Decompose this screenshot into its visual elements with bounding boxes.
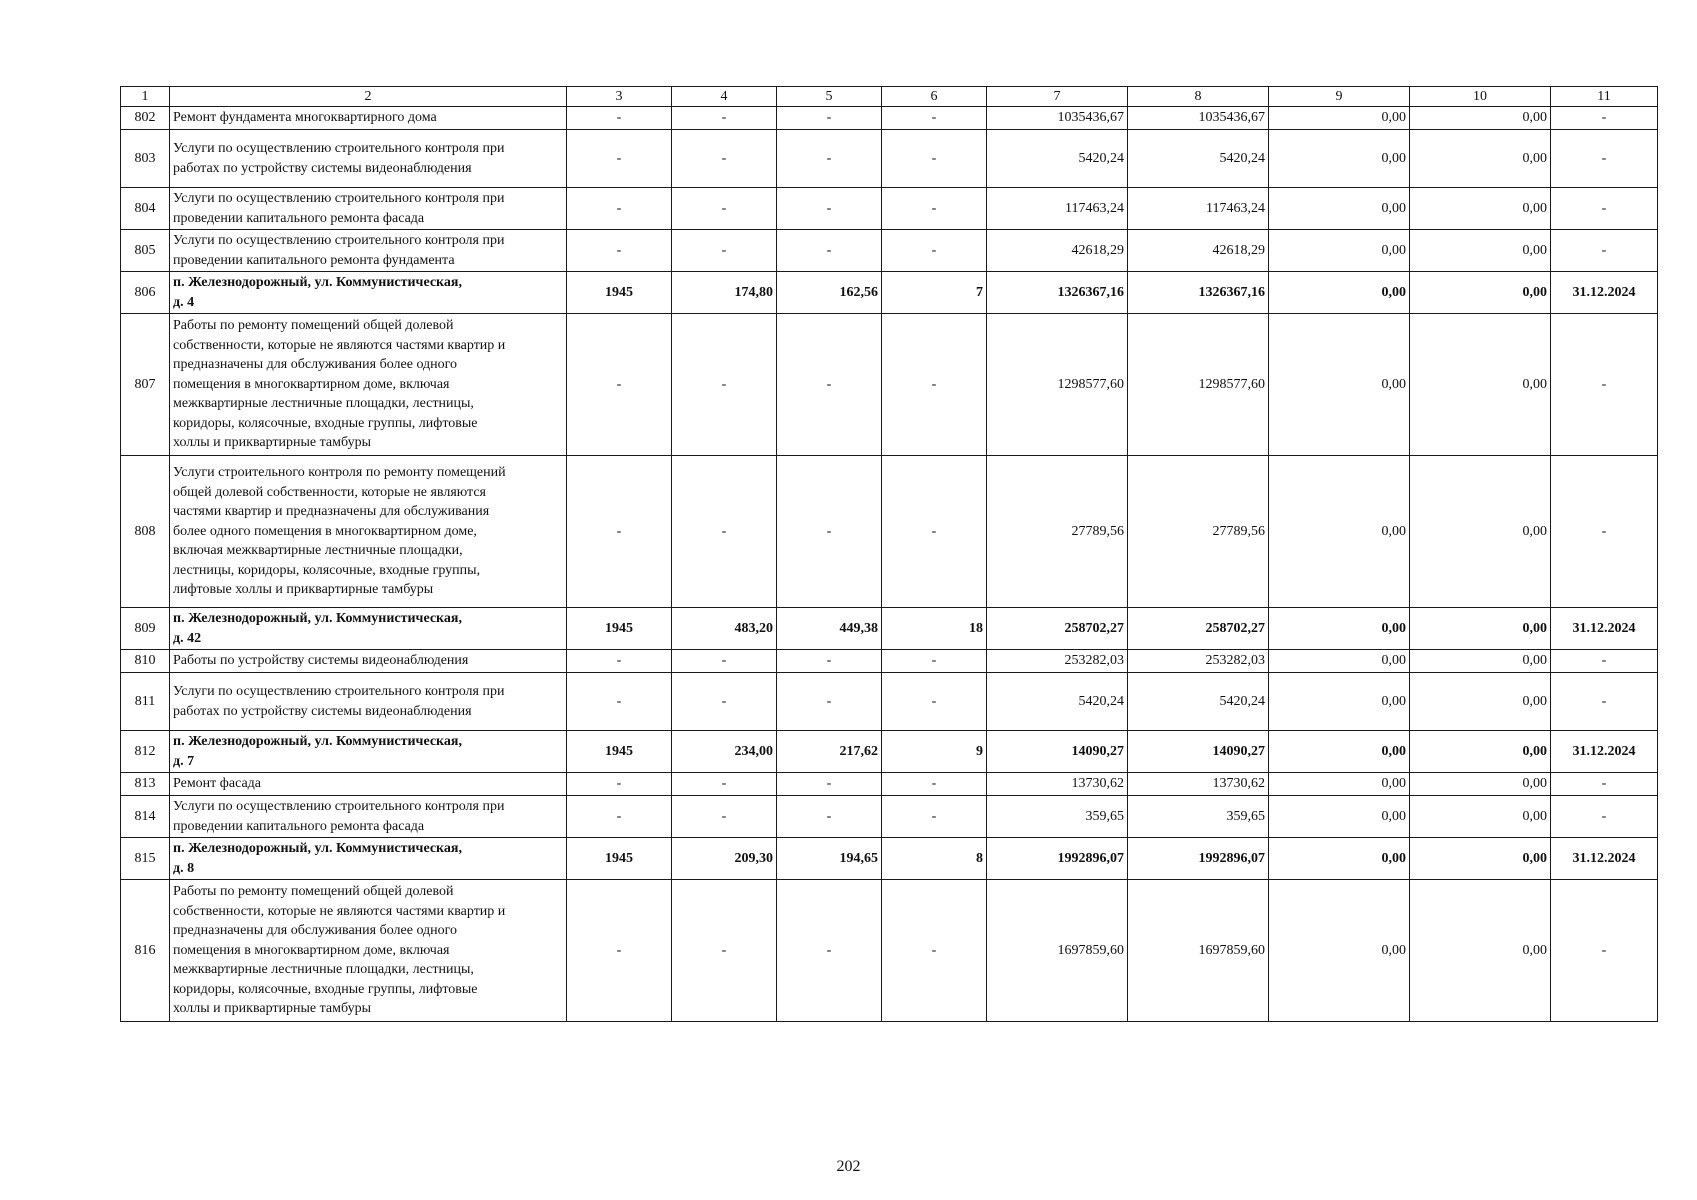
cell-c7: 117463,24 [987,188,1128,230]
cell-c3: - [567,673,672,731]
description-line: Услуги по осуществлению строительного контроля при [173,191,505,206]
cell-c11: - [1551,230,1658,272]
cell-c5: - [777,650,882,673]
row-number: 815 [121,838,170,880]
description-line: лестницы, коридоры, колясочные, входные группы, [173,562,481,578]
cell-c4: - [672,796,777,838]
work-description [170,130,567,188]
row-number: 810 [121,650,170,673]
row-number: 805 [121,230,170,272]
address-row [121,838,1658,880]
description-line: собственности, которые не являются частями квартир и [173,903,506,919]
cell-c11: - [1551,880,1658,1022]
capital-repair-table [120,86,1658,1022]
cell-c7: 253282,03 [987,650,1128,673]
cell-c3: - [567,796,672,838]
table-row [121,107,1658,130]
description-line: п. Железнодорожный, ул. Коммунистическая, [173,841,462,856]
description-line: включая межквартирные лестничные площадки, [173,543,463,559]
table-row [121,188,1658,230]
cell-c3: - [567,230,672,272]
cell-c11: - [1551,650,1658,673]
cell-c9: 0,00 [1269,773,1410,796]
cell-c6: - [882,673,987,731]
description-line: Ремонт фасада [173,776,262,792]
description-line: работах по устройству системы видеонаблюдения [173,703,472,719]
cell-c10: 0,00 [1410,880,1551,1022]
address-row [121,731,1658,773]
cell-c11: 31.12.2024 [1551,838,1658,880]
description-line: коридоры, колясочные, входные группы, лифтовые [173,415,478,431]
description-line: холлы и приквартирные тамбуры [173,435,371,451]
cell-c5: - [777,107,882,130]
cell-c4: - [672,107,777,130]
cell-c9: 0,00 [1269,673,1410,731]
cell-c8: 253282,03 [1128,650,1269,673]
description-line: межквартирные лестничные площадки, лестницы, [173,396,474,412]
cell-c5: 162,56 [777,272,882,314]
cell-c8: 13730,62 [1128,773,1269,796]
description-line: Услуги по осуществлению строительного контроля при [173,684,505,699]
cell-c4: - [672,773,777,796]
cell-c3: 1945 [567,608,672,650]
cell-c3: - [567,130,672,188]
cell-c6: 8 [882,838,987,880]
cell-c9: 0,00 [1269,731,1410,773]
header-cell: 1 [121,87,170,107]
description-line: проведении капитального ремонта фасада [173,818,425,834]
cell-c9: 0,00 [1269,130,1410,188]
header-cell: 4 [672,87,777,107]
description-line: п. Железнодорожный, ул. Коммунистическая, [173,275,462,290]
row-number: 816 [121,880,170,1022]
cell-c10: 0,00 [1410,773,1551,796]
work-description [170,880,567,1022]
description-line: помещения в многоквартирном доме, включая [173,942,450,958]
description-line: Услуги по осуществлению строительного контроля при [173,141,505,156]
cell-c4: 483,20 [672,608,777,650]
cell-c6: - [882,456,987,608]
cell-c10: 0,00 [1410,107,1551,130]
cell-c10: 0,00 [1410,188,1551,230]
description-line: д. 42 [173,630,202,646]
work-description [170,731,567,773]
cell-c6: - [882,130,987,188]
cell-c10: 0,00 [1410,731,1551,773]
table-row [121,130,1658,188]
work-description [170,608,567,650]
cell-c9: 0,00 [1269,188,1410,230]
cell-c3: - [567,456,672,608]
cell-c9: 0,00 [1269,272,1410,314]
cell-c9: 0,00 [1269,314,1410,456]
cell-c10: 0,00 [1410,673,1551,731]
cell-c4: 174,80 [672,272,777,314]
description-line: Ремонт фундамента многоквартирного дома [173,110,437,126]
header-cell: 6 [882,87,987,107]
description-line: общей долевой собственности, которые не являются [173,484,486,500]
row-number: 808 [121,456,170,608]
cell-c7: 359,65 [987,796,1128,838]
table-row [121,880,1658,1022]
table-row [121,650,1658,673]
cell-c3: - [567,188,672,230]
description-line: работах по устройству системы видеонаблюдения [173,160,472,176]
cell-c11: 31.12.2024 [1551,272,1658,314]
table-row [121,673,1658,731]
cell-c7: 1326367,16 [987,272,1128,314]
cell-c5: - [777,188,882,230]
cell-c6: - [882,314,987,456]
cell-c8: 42618,29 [1128,230,1269,272]
cell-c4: - [672,188,777,230]
cell-c10: 0,00 [1410,272,1551,314]
row-number: 806 [121,272,170,314]
description-line: проведении капитального ремонта фасада [173,210,425,226]
table-row [121,773,1658,796]
cell-c8: 1992896,07 [1128,838,1269,880]
cell-c9: 0,00 [1269,230,1410,272]
cell-c9: 0,00 [1269,838,1410,880]
table-row [121,456,1658,608]
cell-c9: 0,00 [1269,650,1410,673]
address-row [121,272,1658,314]
cell-c6: - [882,230,987,272]
cell-c10: 0,00 [1410,796,1551,838]
cell-c11: - [1551,130,1658,188]
work-description [170,230,567,272]
cell-c8: 5420,24 [1128,130,1269,188]
cell-c4: - [672,230,777,272]
cell-c4: - [672,456,777,608]
description-line: Услуги по осуществлению строительного контроля при [173,799,505,814]
cell-c7: 258702,27 [987,608,1128,650]
description-line: холлы и приквартирные тамбуры [173,1001,371,1017]
cell-c8: 14090,27 [1128,731,1269,773]
row-number: 811 [121,673,170,731]
cell-c10: 0,00 [1410,838,1551,880]
cell-c6: - [882,107,987,130]
cell-c3: - [567,650,672,673]
cell-c8: 27789,56 [1128,456,1269,608]
cell-c11: 31.12.2024 [1551,731,1658,773]
cell-c11: - [1551,107,1658,130]
description-line: частями квартир и предназначены для обслуживания [173,504,490,520]
cell-c3: - [567,880,672,1022]
row-number: 814 [121,796,170,838]
cell-c7: 13730,62 [987,773,1128,796]
table-row [121,230,1658,272]
cell-c5: - [777,130,882,188]
row-number: 804 [121,188,170,230]
cell-c5: - [777,880,882,1022]
header-cell: 10 [1410,87,1551,107]
work-description [170,272,567,314]
cell-c5: - [777,773,882,796]
cell-c7: 1697859,60 [987,880,1128,1022]
cell-c9: 0,00 [1269,880,1410,1022]
cell-c5: - [777,314,882,456]
cell-c10: 0,00 [1410,314,1551,456]
description-line: Услуги по осуществлению строительного контроля при [173,233,505,248]
column-number-header [121,87,1658,107]
cell-c8: 1298577,60 [1128,314,1269,456]
header-cell: 5 [777,87,882,107]
description-line: лифтовые холлы и приквартирные тамбуры [173,582,434,598]
cell-c5: - [777,230,882,272]
cell-c3: 1945 [567,731,672,773]
work-description [170,650,567,673]
description-line: более одного помещения в многоквартирном доме, [173,523,477,539]
description-line: Работы по устройству системы видеонаблюдения [173,653,469,669]
cell-c5: - [777,456,882,608]
cell-c3: - [567,773,672,796]
cell-c11: - [1551,796,1658,838]
cell-c6: - [882,650,987,673]
cell-c6: - [882,796,987,838]
description-line: межквартирные лестничные площадки, лестницы, [173,962,474,978]
description-line: помещения в многоквартирном доме, включая [173,376,450,392]
cell-c7: 1298577,60 [987,314,1128,456]
header-cell: 7 [987,87,1128,107]
cell-c8: 1035436,67 [1128,107,1269,130]
cell-c5: 449,38 [777,608,882,650]
cell-c3: 1945 [567,272,672,314]
cell-c3: 1945 [567,838,672,880]
cell-c6: - [882,773,987,796]
cell-c9: 0,00 [1269,608,1410,650]
cell-c3: - [567,314,672,456]
cell-c6: - [882,880,987,1022]
description-line: п. Железнодорожный, ул. Коммунистическая, [173,611,462,626]
cell-c5: 194,65 [777,838,882,880]
cell-c10: 0,00 [1410,456,1551,608]
work-description [170,188,567,230]
cell-c4: 234,00 [672,731,777,773]
header-cell: 9 [1269,87,1410,107]
description-line: Работы по ремонту помещений общей долевой [173,884,454,900]
description-line: коридоры, колясочные, входные группы, лифтовые [173,981,478,997]
cell-c4: - [672,314,777,456]
cell-c5: - [777,796,882,838]
cell-c4: 209,30 [672,838,777,880]
cell-c10: 0,00 [1410,130,1551,188]
cell-c9: 0,00 [1269,456,1410,608]
description-line: д. 8 [173,860,195,876]
description-line: Услуги строительного контроля по ремонту помещений [173,465,506,481]
cell-c7: 5420,24 [987,673,1128,731]
cell-c10: 0,00 [1410,230,1551,272]
row-number: 803 [121,130,170,188]
address-row [121,608,1658,650]
cell-c4: - [672,650,777,673]
cell-c7: 1035436,67 [987,107,1128,130]
cell-c4: - [672,673,777,731]
work-description [170,456,567,608]
work-description [170,773,567,796]
cell-c11: - [1551,188,1658,230]
cell-c9: 0,00 [1269,796,1410,838]
cell-c8: 117463,24 [1128,188,1269,230]
cell-c7: 5420,24 [987,130,1128,188]
cell-c4: - [672,880,777,1022]
cell-c3: - [567,107,672,130]
work-description [170,796,567,838]
cell-c7: 27789,56 [987,456,1128,608]
description-line: проведении капитального ремонта фундамента [173,252,455,268]
cell-c8: 258702,27 [1128,608,1269,650]
cell-c6: - [882,188,987,230]
cell-c11: - [1551,773,1658,796]
row-number: 802 [121,107,170,130]
work-description [170,107,567,130]
header-cell: 2 [170,87,567,107]
work-description [170,314,567,456]
cell-c8: 5420,24 [1128,673,1269,731]
work-description [170,673,567,731]
description-line: предназначены для обслуживания более одного [173,357,458,373]
description-line: д. 7 [173,753,195,769]
cell-c7: 1992896,07 [987,838,1128,880]
description-line: д. 4 [173,294,195,310]
header-cell: 8 [1128,87,1269,107]
work-description [170,838,567,880]
cell-c10: 0,00 [1410,608,1551,650]
table-row [121,314,1658,456]
description-line: Работы по ремонту помещений общей долевой [173,318,454,334]
cell-c9: 0,00 [1269,107,1410,130]
page-number: 202 [836,1158,861,1175]
header-cell: 3 [567,87,672,107]
header-cell: 11 [1551,87,1658,107]
description-line: предназначены для обслуживания более одного [173,923,458,939]
cell-c11: - [1551,314,1658,456]
cell-c7: 42618,29 [987,230,1128,272]
description-line: собственности, которые не являются частями квартир и [173,337,506,353]
cell-c5: 217,62 [777,731,882,773]
cell-c8: 359,65 [1128,796,1269,838]
cell-c11: 31.12.2024 [1551,608,1658,650]
cell-c6: 7 [882,272,987,314]
cell-c6: 9 [882,731,987,773]
cell-c4: - [672,130,777,188]
description-line: п. Железнодорожный, ул. Коммунистическая, [173,734,462,749]
row-number: 807 [121,314,170,456]
row-number: 809 [121,608,170,650]
cell-c8: 1697859,60 [1128,880,1269,1022]
cell-c8: 1326367,16 [1128,272,1269,314]
row-number: 812 [121,731,170,773]
cell-c10: 0,00 [1410,650,1551,673]
row-number: 813 [121,773,170,796]
cell-c7: 14090,27 [987,731,1128,773]
table-row [121,796,1658,838]
cell-c6: 18 [882,608,987,650]
cell-c5: - [777,673,882,731]
cell-c11: - [1551,673,1658,731]
cell-c11: - [1551,456,1658,608]
